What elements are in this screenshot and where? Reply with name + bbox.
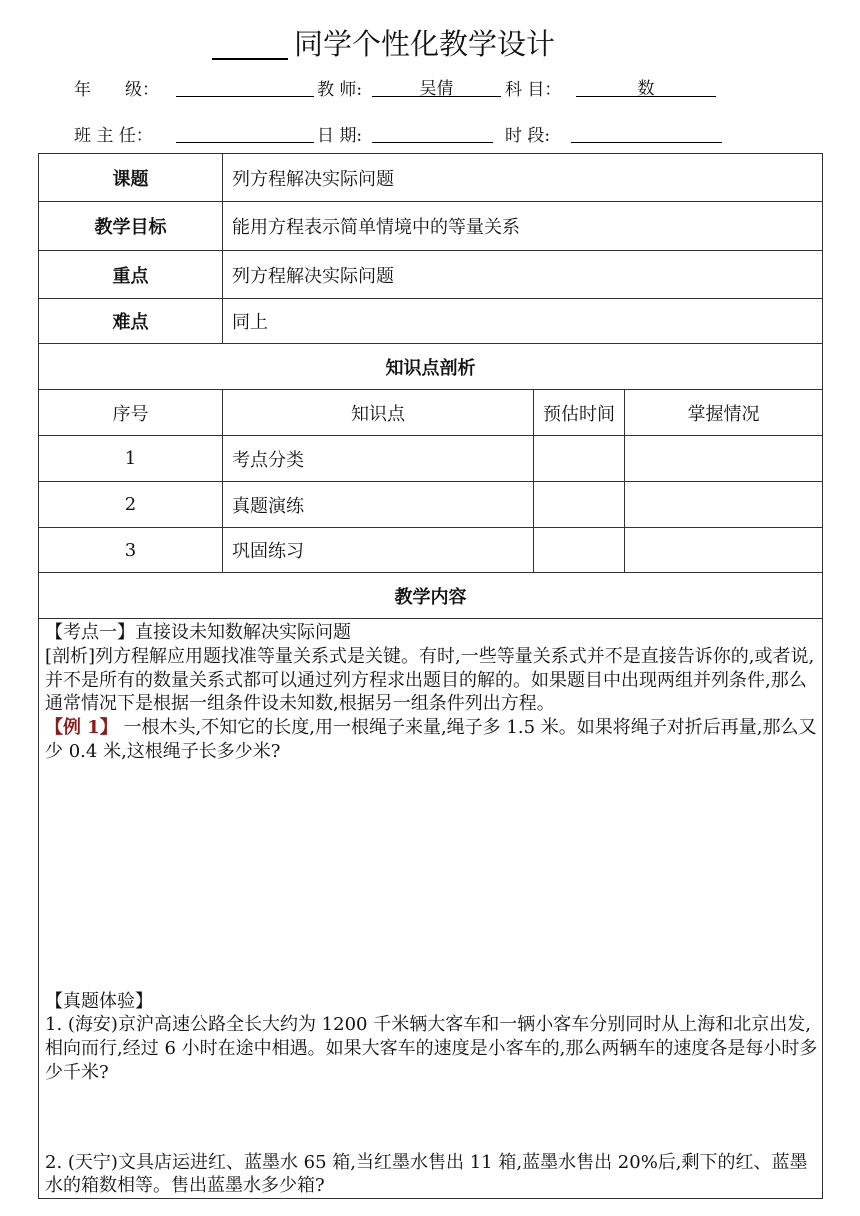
row-point: 考点分类 bbox=[223, 436, 534, 482]
row-no: 1 bbox=[39, 436, 223, 482]
goal-label: 教学目标 bbox=[39, 202, 223, 251]
knowledge-header-row bbox=[39, 390, 823, 436]
question-2: 2. (天宁)文具店运进红、蓝墨水 65 箱,当红墨水售出 11 箱,蓝墨水售出 20%后,剩下的红、蓝墨水的箱数相等。售出蓝墨水多少箱? bbox=[45, 1151, 808, 1197]
content-section-title: 教学内容 bbox=[39, 573, 823, 619]
row-time bbox=[534, 482, 625, 528]
real-heading: 【真题体验】 bbox=[45, 990, 153, 1012]
subject-field: 数 bbox=[576, 74, 716, 97]
knowledge-section-row bbox=[39, 344, 823, 390]
table-row bbox=[39, 436, 823, 482]
head-teacher-label: 班 主 任： bbox=[74, 126, 153, 146]
answer-space bbox=[45, 1085, 818, 1151]
key-row bbox=[39, 251, 823, 299]
row-time bbox=[534, 436, 625, 482]
col-header-point: 知识点 bbox=[223, 390, 534, 436]
analysis-text: [剖析]列方程解应用题找准等量关系式是关键。有时,一些等量关系式并不是直接告诉你的,或者说,并不是所有的数量关系式都可以通过列方程求出题目的解的。如果题目中出现两组并列条件,那么通常情况下是根据一组条件设未知数,根据另一组条件列出方程。 bbox=[45, 645, 815, 715]
point1-heading: 【考点一】直接设未知数解决实际问题 bbox=[45, 622, 351, 643]
period-label: 时 段: bbox=[505, 126, 551, 146]
period-field bbox=[571, 120, 722, 143]
teacher-field: 吴倩 bbox=[372, 74, 501, 97]
row-point: 真题演练 bbox=[223, 482, 534, 528]
topic-label: 课题 bbox=[39, 154, 223, 202]
example-text: 一根木头,不知它的长度,用一根绳子来量,绳子多 1.5 米。如果将绳子对折后再量,那么又少 0.4 米,这根绳子长多少米? bbox=[45, 717, 817, 762]
col-header-time: 预估时间 bbox=[534, 390, 625, 436]
content-row bbox=[39, 619, 823, 1199]
content-body bbox=[39, 619, 823, 1199]
content-section-row bbox=[39, 573, 823, 619]
grade-field bbox=[176, 74, 314, 97]
student-name-blank bbox=[212, 30, 288, 60]
date-label: 日 期: bbox=[317, 126, 363, 146]
teacher-label: 教 师: bbox=[317, 80, 363, 100]
row-status bbox=[625, 528, 823, 573]
example-tag: 【例 1】 bbox=[45, 717, 118, 738]
key-value: 列方程解决实际问题 bbox=[223, 251, 823, 299]
row-point: 巩固练习 bbox=[223, 528, 534, 573]
page-title: 同学个性化教学设计 bbox=[212, 22, 555, 63]
difficulty-row bbox=[39, 299, 823, 344]
lesson-table bbox=[38, 153, 823, 1199]
col-header-no: 序号 bbox=[39, 390, 223, 436]
key-label: 重点 bbox=[39, 251, 223, 299]
goal-value: 能用方程表示简单情境中的等量关系 bbox=[223, 202, 823, 251]
row-status bbox=[625, 482, 823, 528]
topic-row bbox=[39, 154, 823, 202]
example-1 bbox=[45, 716, 818, 764]
head-teacher-field bbox=[176, 120, 314, 143]
goal-row bbox=[39, 202, 823, 251]
answer-space bbox=[45, 764, 818, 990]
table-row bbox=[39, 528, 823, 573]
col-header-status: 掌握情况 bbox=[625, 390, 823, 436]
row-time bbox=[534, 528, 625, 573]
date-field bbox=[372, 120, 493, 143]
row-status bbox=[625, 436, 823, 482]
table-row bbox=[39, 482, 823, 528]
row-no: 2 bbox=[39, 482, 223, 528]
subject-label: 科 目： bbox=[505, 80, 562, 100]
row-no: 3 bbox=[39, 528, 223, 573]
difficulty-label: 难点 bbox=[39, 299, 223, 344]
topic-value: 列方程解决实际问题 bbox=[223, 154, 823, 202]
question-1: 1. (海安)京沪高速公路全长大约为 1200 千米辆大客车和一辆小客车分别同时从上海和北京出发,相向而行,经过 6 小时在途中相遇。如果大客车的速度是小客车的,那么两辆车的速度各是每小时多少千米? bbox=[45, 1014, 818, 1083]
grade-label: 年 级： bbox=[74, 80, 159, 100]
difficulty-value: 同上 bbox=[223, 299, 823, 344]
knowledge-section-title: 知识点剖析 bbox=[39, 344, 823, 390]
